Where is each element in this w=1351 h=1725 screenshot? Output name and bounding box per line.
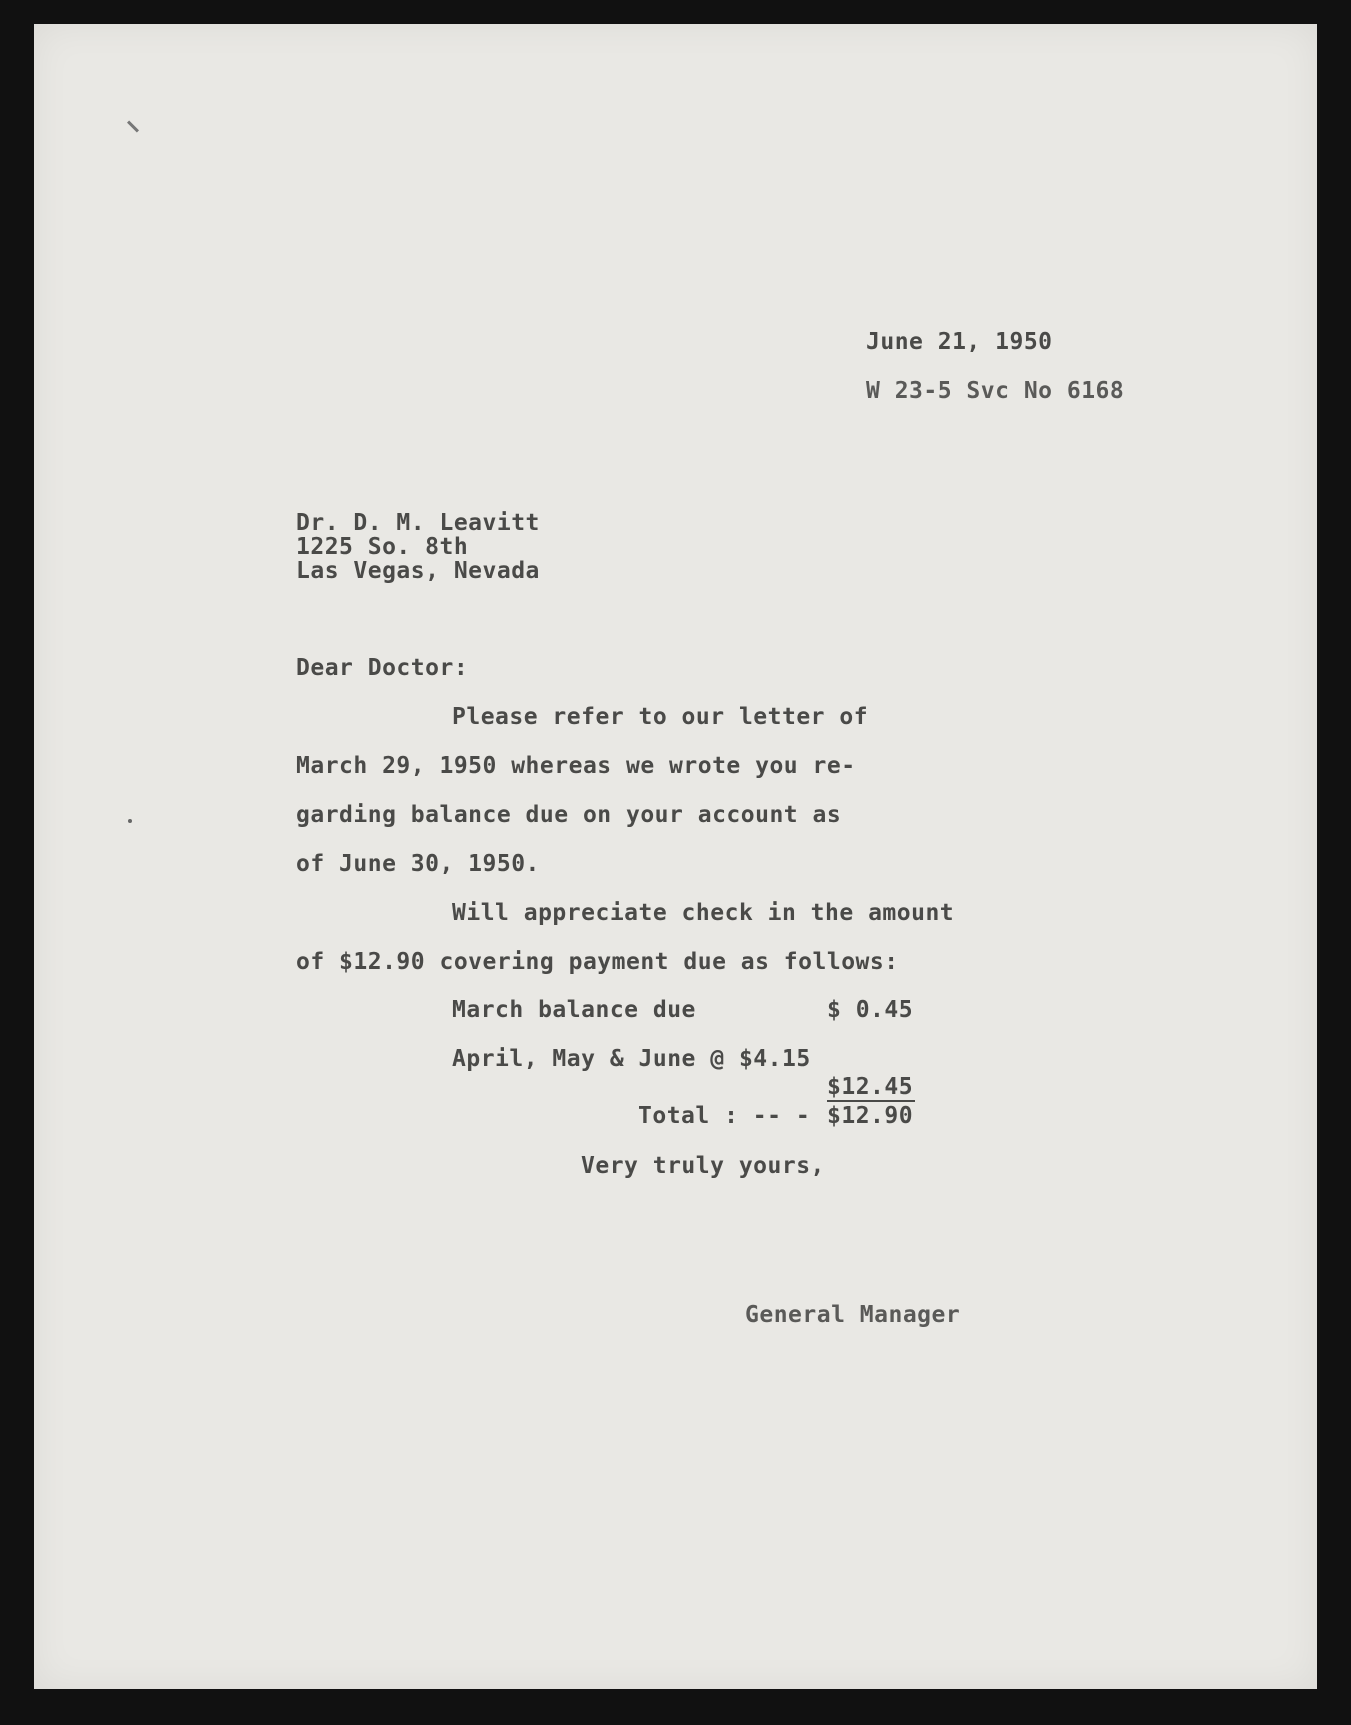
months-label: April, May & June @ $4.15 [452,1046,811,1072]
recipient-city: Las Vegas, Nevada [296,558,540,584]
subtotal-rule [827,1100,915,1102]
salutation: Dear Doctor: [296,655,469,681]
recipient-street: 1225 So. 8th [296,534,469,560]
total-label: Total : -- - [638,1103,811,1129]
months-amount: $12.45 [827,1074,914,1100]
paper-mark [127,120,139,132]
paper-speck [128,819,132,823]
letter-page [34,24,1317,1689]
recipient-name: Dr. D. M. Leavitt [296,510,540,536]
letter-reference: W 23-5 Svc No 6168 [866,378,1125,404]
body-line: of June 30, 1950. [296,851,540,877]
march-balance-label: March balance due [452,997,696,1023]
letter-date: June 21, 1950 [866,329,1053,355]
signature-title: General Manager [745,1302,961,1328]
body-line: Will appreciate check in the amount [452,900,955,926]
body-line: garding balance due on your account as [296,802,842,828]
body-line: Please refer to our letter of [452,704,869,730]
body-line: March 29, 1950 whereas we wrote you re- [296,753,856,779]
march-balance-amount: $ 0.45 [827,997,914,1023]
total-amount: $12.90 [827,1103,914,1129]
body-line: of $12.90 covering payment due as follows: [296,949,899,975]
closing: Very truly yours, [581,1153,825,1179]
